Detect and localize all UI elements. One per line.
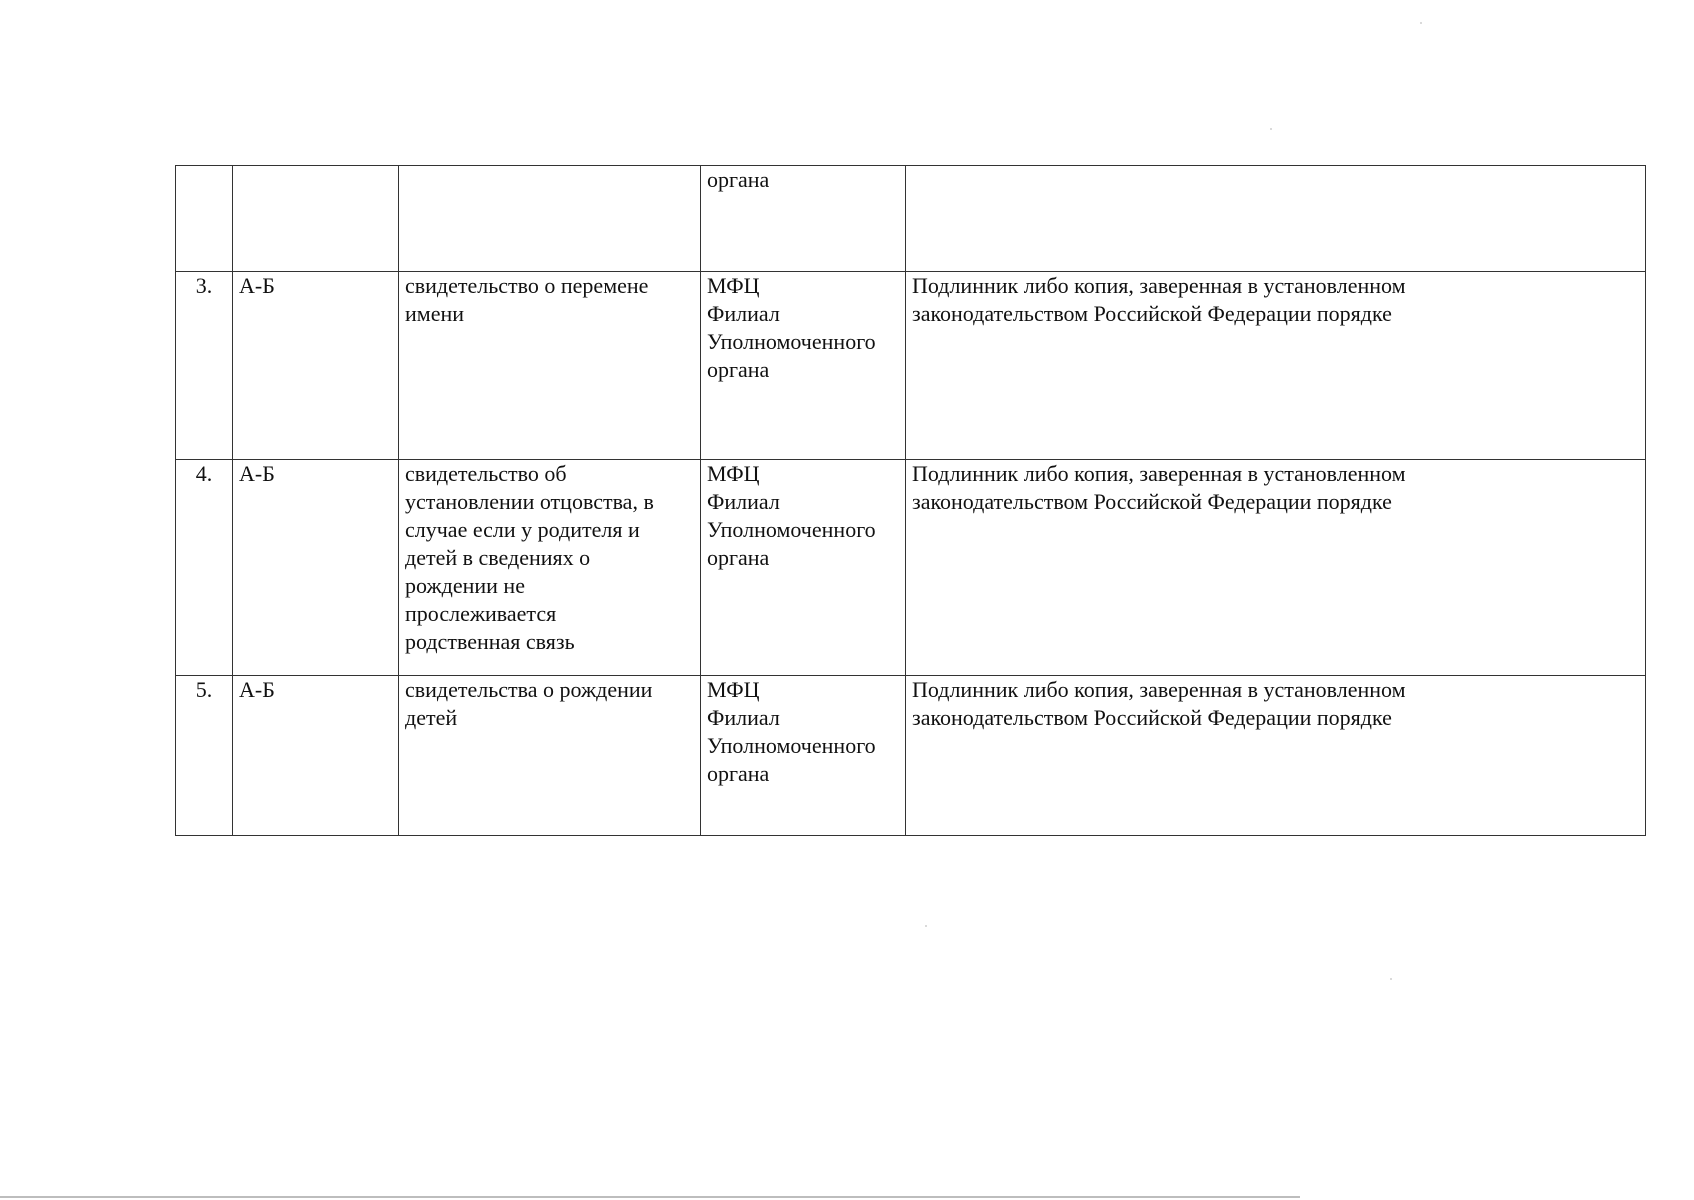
scan-speck	[925, 925, 927, 927]
row-number-cell	[176, 272, 233, 460]
row-number: 5.	[195, 677, 213, 702]
document-line: свидетельство об	[405, 461, 567, 486]
requirement-line: Подлинник либо копия, заверенная в установленном	[912, 273, 1406, 298]
requirement-line: Подлинник либо копия, заверенная в установленном	[912, 461, 1406, 486]
category-text: А-Б	[239, 677, 275, 702]
place-line: Уполномоченного	[707, 517, 876, 542]
requirement-line: законодательством Российской Федерации порядке	[912, 705, 1392, 730]
document-cell	[399, 460, 701, 676]
document-cell	[399, 166, 701, 272]
place-line: МФЦ	[707, 273, 760, 298]
row-number-cell	[176, 460, 233, 676]
requirement-cell	[906, 676, 1646, 836]
table-row	[176, 166, 1646, 272]
category-cell	[233, 272, 399, 460]
category-text: А-Б	[239, 273, 275, 298]
document-line: свидетельство о перемене	[405, 273, 649, 298]
place-cell	[701, 460, 906, 676]
category-cell	[233, 460, 399, 676]
row-number: 4.	[195, 461, 213, 486]
place-line: Уполномоченного	[707, 733, 876, 758]
document-line: свидетельства о рождении	[405, 677, 653, 702]
requirement-cell	[906, 166, 1646, 272]
documents-table	[175, 165, 1646, 836]
place-cell	[701, 676, 906, 836]
row-number-cell	[176, 676, 233, 836]
place-line: органа	[707, 167, 770, 192]
document-line: имени	[405, 301, 465, 326]
table-row	[176, 272, 1646, 460]
place-line: органа	[707, 545, 770, 570]
category-cell	[233, 166, 399, 272]
place-line: МФЦ	[707, 461, 760, 486]
place-cell	[701, 166, 906, 272]
document-line: установлении отцовства, в	[405, 489, 654, 514]
document-line: детей	[405, 705, 458, 730]
requirement-cell	[906, 460, 1646, 676]
place-line: Филиал	[707, 301, 780, 326]
document-line: случае если у родителя и	[405, 517, 640, 542]
place-line: Филиал	[707, 489, 780, 514]
requirement-line: законодательством Российской Федерации порядке	[912, 301, 1392, 326]
requirement-line: Подлинник либо копия, заверенная в установленном	[912, 677, 1406, 702]
scan-speck	[1270, 128, 1272, 130]
requirement-line: законодательством Российской Федерации порядке	[912, 489, 1392, 514]
place-line: органа	[707, 357, 770, 382]
place-line: органа	[707, 761, 770, 786]
row-number-cell	[176, 166, 233, 272]
document-cell	[399, 676, 701, 836]
place-line: МФЦ	[707, 677, 760, 702]
place-cell	[701, 272, 906, 460]
category-text: А-Б	[239, 461, 275, 486]
document-cell	[399, 272, 701, 460]
document-line: родственная связь	[405, 629, 575, 654]
requirement-cell	[906, 272, 1646, 460]
place-line: Уполномоченного	[707, 329, 876, 354]
table-row	[176, 676, 1646, 836]
document-line: рождении не	[405, 573, 525, 598]
document-line: прослеживается	[405, 601, 557, 626]
scan-speck	[1390, 978, 1392, 980]
scan-artifact-line	[0, 1196, 1300, 1198]
table-row	[176, 460, 1646, 676]
place-line: Филиал	[707, 705, 780, 730]
scan-speck	[1420, 22, 1422, 24]
row-number: 3.	[195, 273, 213, 298]
document-line: детей в сведениях о	[405, 545, 591, 570]
category-cell	[233, 676, 399, 836]
